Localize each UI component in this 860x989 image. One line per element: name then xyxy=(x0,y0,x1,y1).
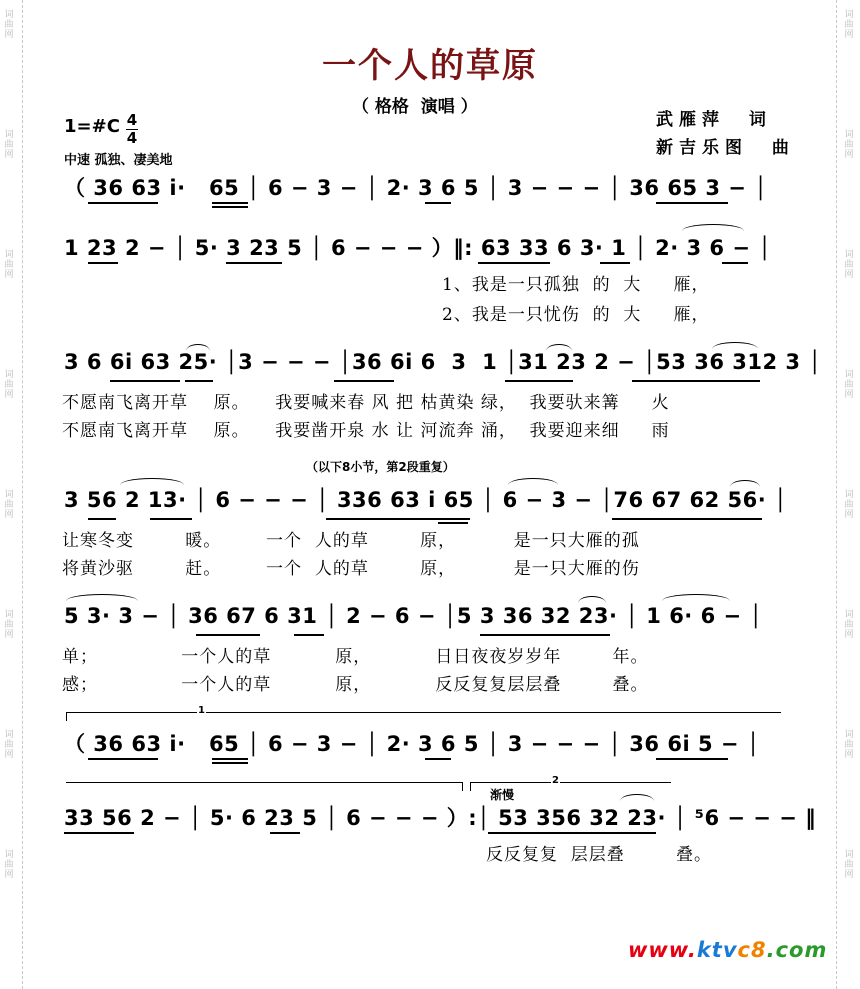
volta-bracket-1-end xyxy=(66,782,463,791)
notation-line: （ 36 63 i· 65 │ 6 − 3 − │ 2· 3 6 5 │ 3 − − − │ 36 65 3 − │ xyxy=(64,176,768,200)
underline xyxy=(88,202,158,204)
side-watermark: 词 曲 网 xyxy=(4,370,14,400)
side-watermark: 词 曲 网 xyxy=(844,730,854,760)
slur xyxy=(730,480,760,487)
underline xyxy=(488,832,656,834)
site-watermark: www.ktvc8.com xyxy=(628,938,828,962)
notation-line: 33 56 2 − │ 5· 6 23 5 │ 6 − − − ）:│ 53 356 32 23· │ ⁵6 − − − ‖ xyxy=(64,806,817,830)
underline xyxy=(505,380,573,382)
underline xyxy=(632,380,760,382)
underline xyxy=(722,262,748,264)
score-row xyxy=(0,728,860,758)
notation-line: 1 23 2 − │ 5· 3 23 5 │ 6 − − − ）‖: 63 33 6 3· 1 │ 2· 3 6 − │ xyxy=(64,236,772,260)
repeat-note: （以下8小节，第2段重复） xyxy=(306,460,455,474)
score-row xyxy=(0,172,860,202)
lyricist-credit: 武雁萍 词 xyxy=(656,110,772,130)
underline xyxy=(326,518,470,520)
lyric-line: 让寒冬变 暖。 一个 人的草 原， 是一只大雁的孤 xyxy=(62,531,640,551)
slur xyxy=(66,594,138,601)
side-watermark: 词 曲 网 xyxy=(844,250,854,280)
slur xyxy=(682,224,744,231)
underline xyxy=(600,262,630,264)
underline xyxy=(212,206,248,208)
underline xyxy=(212,202,248,204)
underline xyxy=(150,518,192,520)
slur xyxy=(120,478,184,485)
side-watermark: 词 曲 网 xyxy=(844,370,854,400)
underline xyxy=(438,522,468,524)
lyric-line: 不愿南飞离开草 原。 我要喊来春 风 把 枯黄染 绿， 我要驮来篝 火 xyxy=(62,393,670,413)
time-sig-bottom: 4 xyxy=(126,129,138,147)
side-watermark: 词 曲 网 xyxy=(844,10,854,40)
side-watermark: 词 曲 网 xyxy=(844,850,854,880)
time-signature xyxy=(126,113,138,146)
side-watermark: 词 曲 网 xyxy=(4,250,14,280)
volta-label: 2 xyxy=(552,775,559,786)
slur xyxy=(620,794,654,801)
underline xyxy=(656,758,728,760)
underline xyxy=(478,262,550,264)
underline xyxy=(226,262,282,264)
lyric-line: 将黄沙驱 赶。 一个 人的草 原， 是一只大雁的伤 xyxy=(62,559,640,579)
side-watermark: 词 曲 网 xyxy=(4,130,14,160)
side-watermark: 词 曲 网 xyxy=(4,10,14,40)
volta-label: 1 xyxy=(198,705,205,716)
side-watermark: 词 曲 网 xyxy=(844,490,854,520)
score-row xyxy=(0,802,860,832)
key-signature: 1=#C xyxy=(64,116,120,137)
tempo-change: 渐慢 xyxy=(490,788,515,802)
underline xyxy=(480,634,610,636)
slur xyxy=(578,596,606,603)
lyric-line: 感； 一个人的草 原， 反反复复层层叠 叠。 xyxy=(62,675,649,695)
side-watermark: 词 曲 网 xyxy=(4,610,14,640)
lyric-line: 1、我是一只孤独 的 大 雁， xyxy=(442,275,710,295)
notation-line: 3 56 2 13· │ 6 − − − │ 336 63 i 65 │ 6 − 3 − │76 67 62 56· │ xyxy=(64,488,788,512)
slur xyxy=(546,344,572,351)
underline xyxy=(612,518,762,520)
score-row xyxy=(0,488,860,518)
underline xyxy=(270,832,300,834)
notation-line: 3 6 6i 63 25· │3 − − − │36 6i 6 3 1 │31 23 2 − │53 36 312 3 │ xyxy=(64,350,822,374)
underline xyxy=(185,380,213,382)
volta-bracket-1 xyxy=(66,705,781,721)
song-title: 一个人的草原 xyxy=(322,46,538,86)
lyric-line: 单； 一个人的草 原， 日日夜夜岁岁年 年。 xyxy=(62,647,649,667)
notation-line: 5 3· 3 − │ 36 67 6 31 │ 2 − 6 − │5 3 36 32 23· │ 1 6· 6 − │ xyxy=(64,604,763,628)
underline xyxy=(425,758,451,760)
composer-credit: 新吉乐图 曲 xyxy=(656,138,795,158)
notation-line: （ 36 63 i· 65 │ 6 − 3 − │ 2· 3 6 5 │ 3 − − − │ 36 6i 5 − │ xyxy=(64,732,760,756)
underline xyxy=(212,762,248,764)
tempo-marking: 中速 孤独、凄美地 xyxy=(64,153,173,168)
time-sig-top: 4 xyxy=(126,111,138,129)
underline xyxy=(425,202,451,204)
underline xyxy=(334,380,394,382)
underline xyxy=(88,518,116,520)
score-row xyxy=(0,350,860,380)
lyric-line: 不愿南飞离开草 原。 我要凿开泉 水 让 河流奔 涌， 我要迎来细 雨 xyxy=(62,421,670,441)
side-watermark: 词 曲 网 xyxy=(844,130,854,160)
underline xyxy=(196,634,260,636)
lyric-line: 2、我是一只忧伤 的 大 雁， xyxy=(442,305,710,325)
slur xyxy=(712,342,758,349)
slur xyxy=(508,478,558,485)
score-row xyxy=(0,232,860,262)
side-watermark: 词 曲 网 xyxy=(844,610,854,640)
lyric-line: 反反复复 层层叠 叠。 xyxy=(486,845,713,865)
score-row xyxy=(0,604,860,634)
underline xyxy=(294,634,324,636)
underline xyxy=(110,380,180,382)
singer-credit: （ 格格 演唱 ） xyxy=(352,97,478,117)
slur xyxy=(186,344,210,351)
slur xyxy=(662,594,730,601)
underline xyxy=(88,758,158,760)
side-watermark: 词 曲 网 xyxy=(4,490,14,520)
underline xyxy=(88,262,118,264)
underline xyxy=(212,758,248,760)
side-watermark: 词 曲 网 xyxy=(4,730,14,760)
side-watermark: 词 曲 网 xyxy=(4,850,14,880)
underline xyxy=(656,202,728,204)
underline xyxy=(64,832,134,834)
